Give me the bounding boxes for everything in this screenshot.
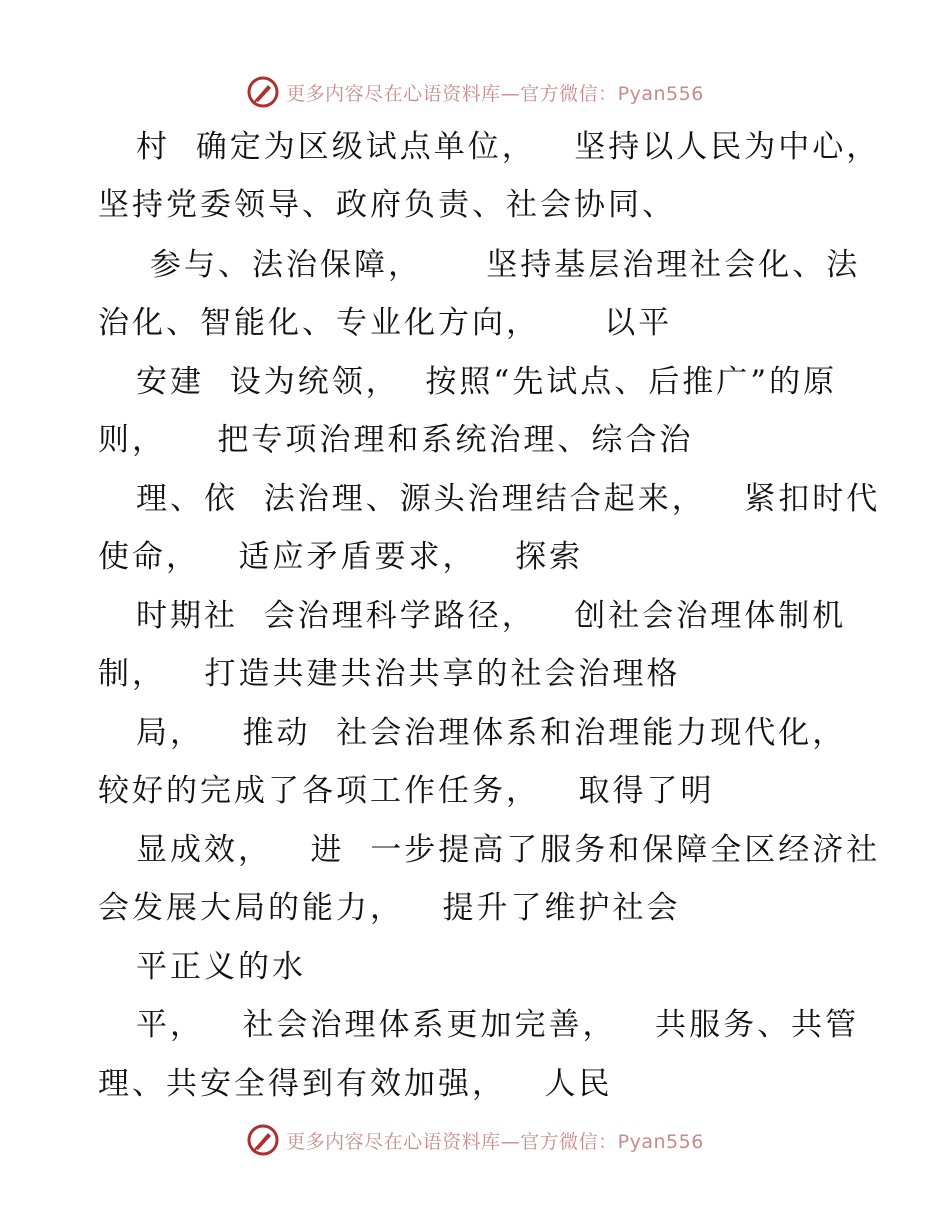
text-line: 平正义的水 — [136, 949, 306, 985]
footer-watermark — [0, 1120, 950, 1160]
text-line: 较好的完成了各项工作任务， 取得了明 — [98, 773, 715, 809]
text-line: 坚持党委领导、政府负责、社会协同、 — [98, 187, 676, 223]
text-line: 村 确定为区级试点单位， 坚持以人民为中心， — [136, 129, 881, 165]
text-line: 局， 推动 社会治理体系和治理能力现代化， — [136, 715, 847, 751]
text-line: 则， 把专项治理和系统治理、综合治 — [98, 422, 694, 458]
text-line: 时期社 会治理科学路径， 创社会治理体制机 — [136, 598, 847, 634]
quill-pen-circle-icon — [246, 1123, 280, 1157]
text-line: 参与、法治保障， 坚持基层治理社会化、法 — [150, 247, 861, 283]
text-line: 理、共安全得到有效加强， 人民 — [98, 1066, 613, 1102]
quill-pen-circle-icon — [246, 75, 280, 109]
text-line: 使命， 适应矛盾要求， 探索 — [98, 539, 584, 575]
text-line: 平， 社会治理体系更加完善， 共服务、共管 — [136, 1007, 860, 1043]
text-line: 治化、智能化、专业化方向， 以平 — [98, 305, 673, 341]
header-watermark — [0, 72, 950, 112]
watermark-text: 更多内容尽在心语资料库—官方微信：Pyan556 — [286, 1130, 704, 1153]
text-line: 会发展大局的能力， 提升了维护社会 — [98, 890, 681, 926]
text-line: 安建 设为统领， 按照“先试点、后推广”的原 — [136, 364, 838, 400]
text-line: 制， 打造共建共治共享的社会治理格 — [98, 656, 681, 692]
watermark-text: 更多内容尽在心语资料库—官方微信：Pyan556 — [286, 82, 704, 105]
text-line: 显成效， 进 一步提高了服务和保障全区经济社 — [136, 832, 881, 868]
text-line: 理、依 法治理、源头治理结合起来， 紧扣时代 — [136, 481, 881, 517]
